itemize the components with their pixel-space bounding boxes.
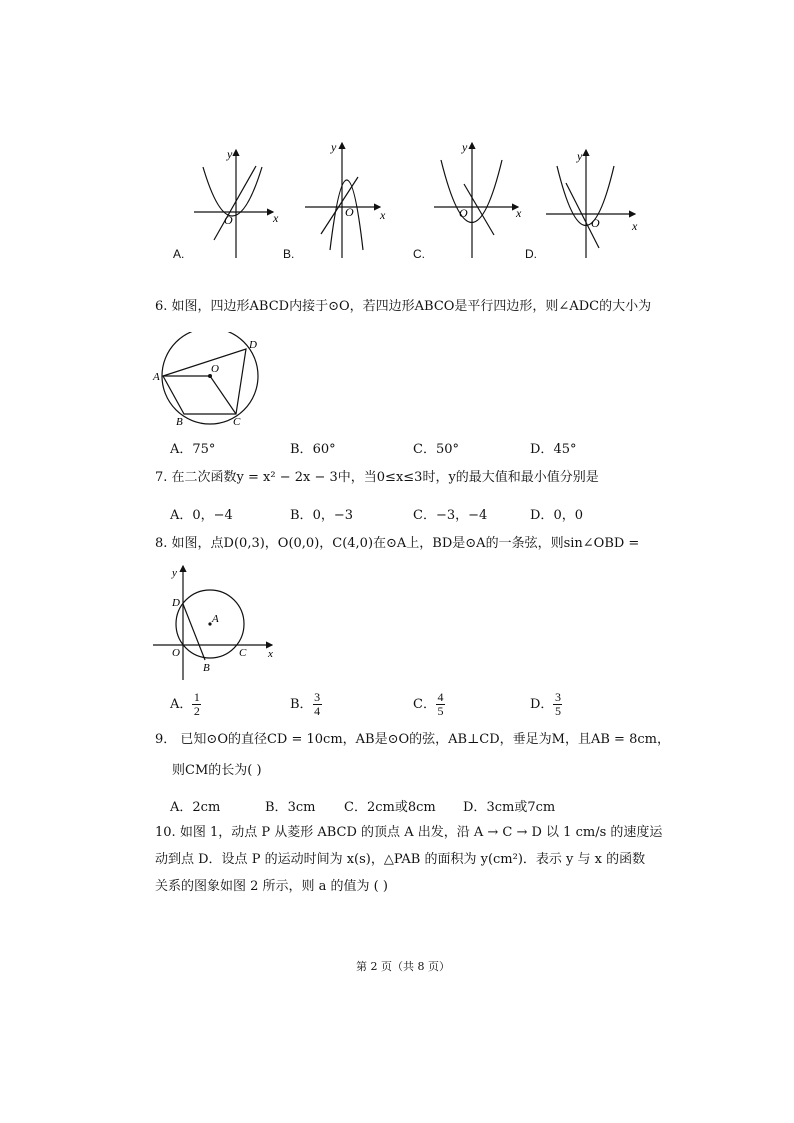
q9-number: 9． [155,732,177,747]
svg-text:x: x [516,206,522,220]
svg-text:y: y [462,140,468,154]
svg-text:C: C [239,647,247,659]
svg-text:B: B [176,416,183,428]
q7-number: 7. [155,470,168,485]
svg-text:y: y [331,140,337,154]
page-footer: 第 2 页（共 8 页） [356,960,450,973]
svg-text:D: D [249,339,257,351]
q8-text: 如图，点D(0,3)，O(0,0)，C(4,0)在⊙A上，BD是⊙A的一条弦，则sin∠OBD = [171,536,640,551]
svg-text:B: B [203,662,210,674]
q9-option-c[interactable]: C．2cm或8cm [344,800,436,815]
q7-option-c[interactable]: C．−3，−4 [413,508,488,523]
svg-text:y: y [172,567,177,579]
q6-option-d[interactable]: D．45° [530,442,577,457]
q9-option-a[interactable]: A．2cm [170,800,221,815]
svg-text:x: x [273,211,279,225]
q6-text: 如图，四边形ABCD内接于⊙O，若四边形ABCO是平行四边形，则∠ADC的大小为 [171,299,652,314]
q8-option-a[interactable]: A． $\frac{1}{2}$ [170,690,200,718]
q8-stem [155,535,639,553]
svg-text:A: A [153,371,160,383]
q6-option-b[interactable]: B．60° [290,442,336,457]
q9-option-d[interactable]: D．3cm或7cm [463,800,556,815]
graph-a [194,150,273,258]
svg-text:O: O [172,647,180,659]
q7-stem [155,469,599,487]
q8-number: 8. [155,536,168,551]
q7-option-d[interactable]: D．0，0 [530,508,583,523]
svg-text:O: O [591,216,600,230]
svg-text:O: O [211,363,219,375]
q6-option-c[interactable]: C．50° [413,442,459,457]
svg-text:O: O [459,206,468,220]
svg-text:x: x [268,648,273,660]
q8-option-b[interactable]: B． $\frac{3}{4}$ [290,690,321,718]
svg-text:x: x [632,219,638,233]
q8-option-d[interactable]: D． $\frac{3}{5}$ [530,690,561,718]
svg-text:A: A [212,613,219,625]
q10-stem [155,824,662,842]
q10-line3: 关系的图象如图 2 所示，则 a 的值为 ( ) [155,879,388,894]
q9-line1: 已知⊙O的直径CD = 10cm，AB是⊙O的弦，AB⊥CD，垂足为M，且AB = 8cm， [180,732,670,747]
q9-stem [155,731,670,749]
svg-text:y: y [227,147,233,161]
svg-text:D: D [172,597,180,609]
q6-stem [155,298,651,316]
q7-option-a[interactable]: A．0，−4 [170,508,233,523]
graph-option-d-label[interactable]: D. [525,247,537,261]
graph-a-origin: O [224,213,233,227]
q7-text: 在二次函数y = x² − 2x − 3中，当0≤x≤3时，y的最大值和最小值分别是 [171,470,599,485]
q6-figure [150,332,270,432]
graph-c [434,143,518,258]
graph-option-a-label[interactable]: A. [173,247,185,261]
q10-number: 10. [155,825,176,840]
graph-b [305,143,380,258]
q8-option-c[interactable]: C． $\frac{4}{5}$ [413,690,444,718]
q9-option-b[interactable]: B．3cm [265,800,316,815]
q6-option-a[interactable]: A．75° [170,442,216,457]
svg-text:O: O [345,205,354,219]
graph-d [546,150,635,258]
q8-figure [150,560,280,685]
q7-option-b[interactable]: B．0，−3 [290,508,353,523]
q9-line2: 则CM的长为( ) [172,763,262,778]
q6-number: 6. [155,299,168,314]
graph-option-b-label[interactable]: B. [283,247,295,261]
graph-option-c-label[interactable]: C. [413,247,425,261]
q5-graph-figures [0,0,794,280]
q10-line2: 动到点 D．设点 P 的运动时间为 x(s)，△PAB 的面积为 y(cm²)．表示 y 与 x 的函数 [155,852,646,867]
svg-text:C: C [233,416,241,428]
svg-text:y: y [577,149,583,163]
q10-line1: 如图 1，动点 P 从菱形 ABCD 的顶点 A 出发，沿 A → C → D 以 1 cm/s 的速度运 [179,825,663,840]
svg-text:x: x [380,208,386,222]
